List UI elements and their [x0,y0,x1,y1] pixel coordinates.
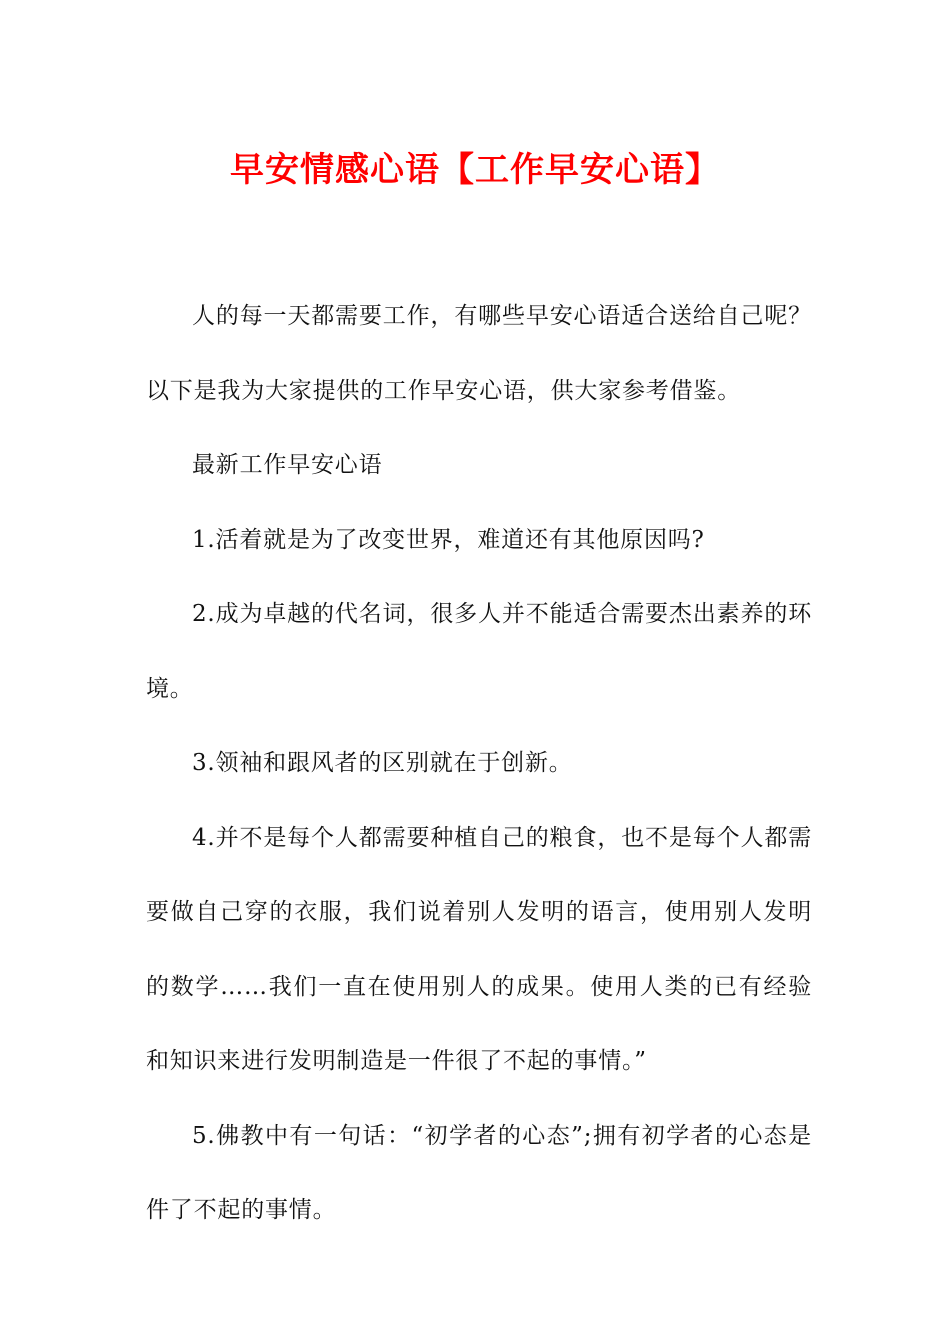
quote-item-4: 4.并不是每个人都需要种植自己的粮食，也不是每个人都需要做自己穿的衣服，我们说着别人发明的语言，使用别人发明的数学……我们一直在使用别人的成果。使用人类的已有经验和知识来进行发明制造是一件很了不起的事情。” [146,824,812,1074]
intro-paragraph: 人的每一天都需要工作，有哪些早安心语适合送给自己呢？以下是我为大家提供的工作早安心语，供大家参考借鉴。 [146,303,812,404]
section-heading: 最新工作早安心语 [192,452,383,478]
quote-item-2: 2.成为卓越的代名词，很多人并不能适合需要杰出素养的环境。 [146,601,812,702]
quote-item-5: 5.佛教中有一句话：“初学者的心态”;拥有初学者的心态是件了不起的事情。 [146,1122,812,1223]
document-body [146,279,812,1248]
document-title: 早安情感心语【工作早安心语】 [230,150,720,190]
quote-item-3: 3.领袖和跟风者的区别就在于创新。 [192,750,573,776]
quote-item-1: 1.活着就是为了改变世界，难道还有其他原因吗? [192,526,705,553]
